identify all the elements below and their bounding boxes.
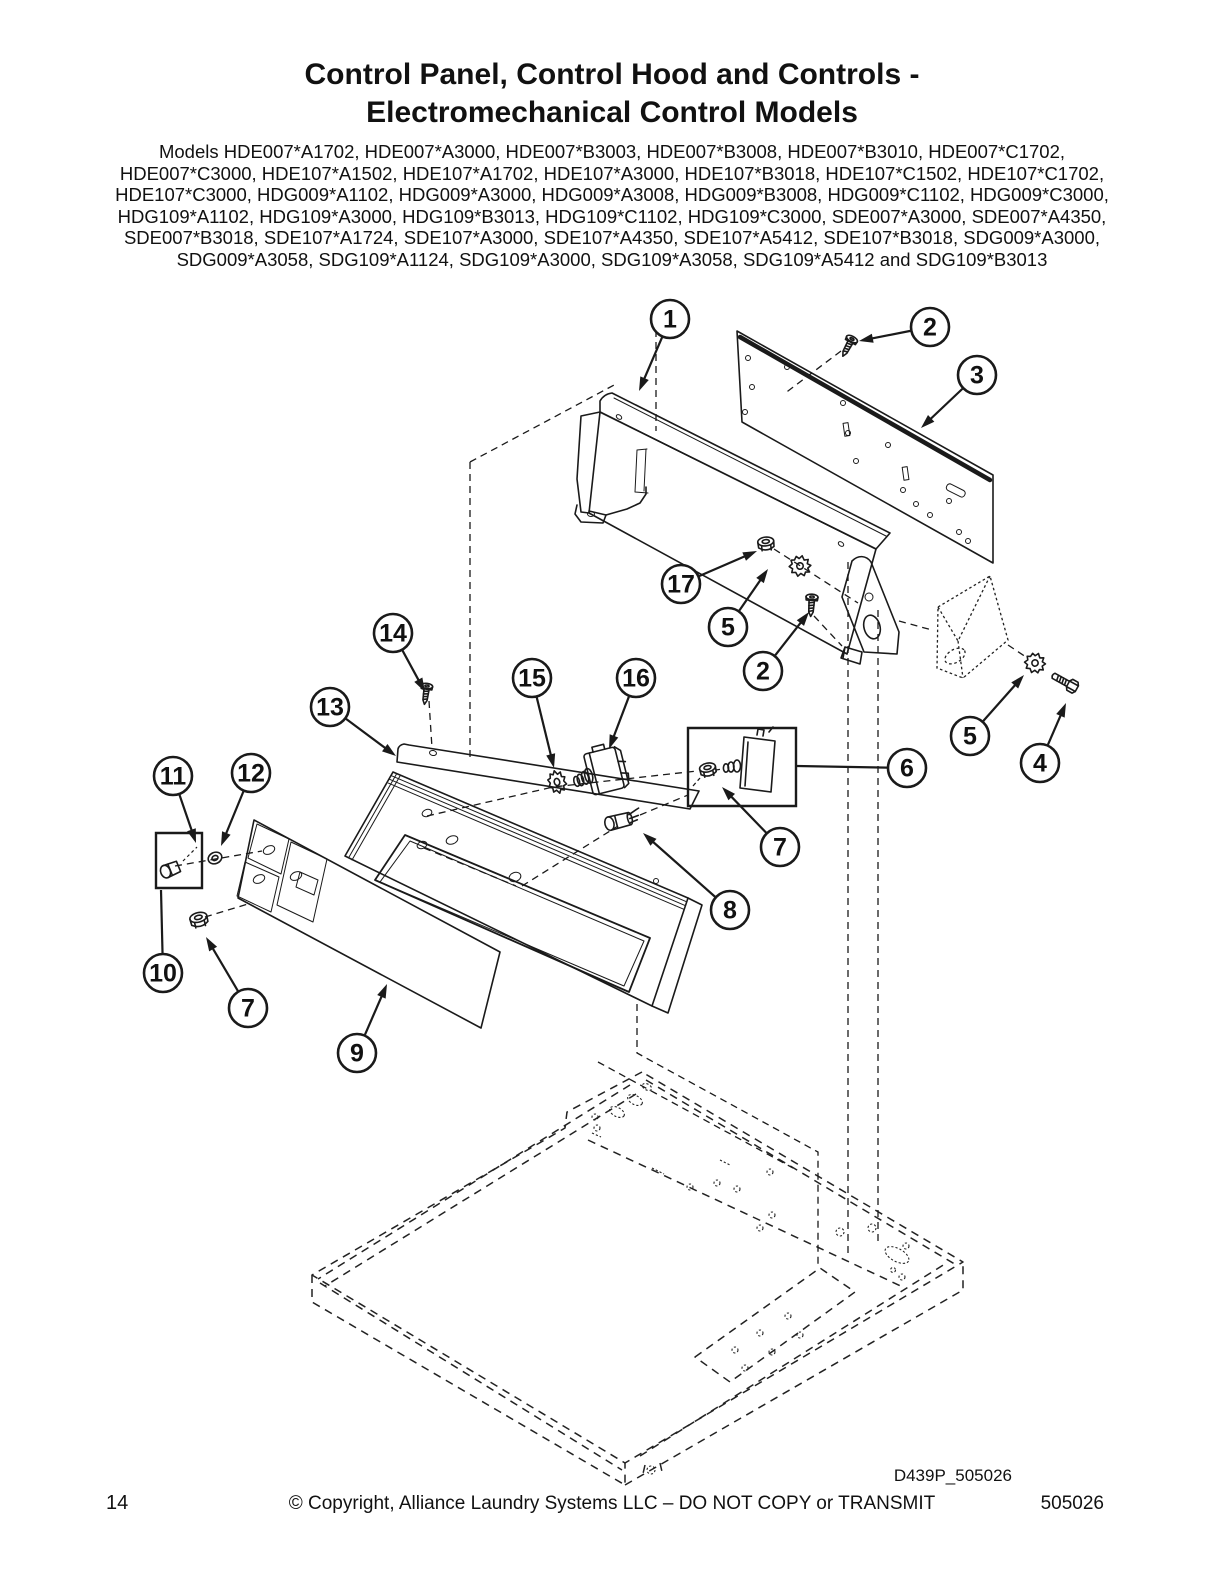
callout-leader xyxy=(537,697,552,758)
nut-item17 xyxy=(757,536,774,551)
callout-number: 10 xyxy=(149,959,177,988)
callout-6 xyxy=(797,749,926,787)
callout-9 xyxy=(338,984,387,1072)
callout-leader xyxy=(211,946,238,991)
page-number: 14 xyxy=(106,1492,129,1514)
callout-number: 4 xyxy=(1033,749,1047,778)
callout-3 xyxy=(921,356,996,428)
callout-15 xyxy=(513,659,555,768)
callout-2 xyxy=(859,308,949,346)
callout-arrowhead xyxy=(859,334,874,343)
callout-4 xyxy=(1021,703,1066,782)
callout-layer xyxy=(144,300,1066,1072)
lockwasher-item5-upper xyxy=(788,554,813,579)
callout-number: 5 xyxy=(721,613,735,642)
rear-panel-part xyxy=(737,331,993,563)
page-title-line2: Electromechanical Control Models xyxy=(366,96,858,129)
callout-number: 16 xyxy=(622,664,650,693)
models-line: SDG009*A3058, SDG109*A1124, SDG109*A3000, SDG109*A3058, SDG109*A5412 and SDG109*B3013 xyxy=(176,248,1048,270)
control-panel-part xyxy=(345,744,702,1013)
callout-number: 17 xyxy=(667,570,695,599)
callout-leader xyxy=(643,337,662,381)
callout-number: 7 xyxy=(773,833,787,862)
callout-2 xyxy=(744,612,809,690)
callout-number: 1 xyxy=(663,305,677,334)
callout-number: 9 xyxy=(350,1039,364,1068)
callout-leader xyxy=(346,719,388,750)
lockwasher-item5-right xyxy=(1022,650,1048,676)
lamp-item11 xyxy=(159,860,181,879)
callout-number: 14 xyxy=(379,619,407,648)
callout-leader xyxy=(983,682,1017,721)
callout-leader xyxy=(365,993,383,1034)
models-line: HDG109*A1102, HDG109*A3000, HDG109*B3013, HDG109*C1102, HDG109*C3000, SDE007*A3000, SDE007*A4350, xyxy=(117,205,1107,227)
callout-5 xyxy=(709,569,768,646)
nut-item7-right xyxy=(699,762,717,778)
callout-arrowhead xyxy=(206,937,217,951)
nut-item7-left xyxy=(189,911,209,929)
doc-number: 505026 xyxy=(1040,1493,1104,1514)
callout-number: 6 xyxy=(900,754,914,783)
callout-number: 13 xyxy=(316,693,344,722)
callout-leader xyxy=(928,389,962,421)
models-line: Models HDE007*A1702, HDE007*A3000, HDE007*B3003, HDE007*B3008, HDE007*B3010, HDE007*C1702, xyxy=(158,141,1066,162)
callout-11 xyxy=(154,757,196,843)
callout-7 xyxy=(722,787,799,866)
bracket-phantom xyxy=(937,576,1008,678)
callout-14 xyxy=(374,614,425,692)
callout-5 xyxy=(951,675,1024,755)
callout-arrowhead xyxy=(377,984,387,999)
callout-17 xyxy=(662,551,757,603)
indicator-light-item8 xyxy=(603,808,642,831)
callout-1 xyxy=(639,300,689,391)
callout-leader xyxy=(699,555,747,576)
models-line: HDE107*C3000, HDG009*A1102, HDG009*A3000, HDG009*A3008, HDG009*B3008, HDG009*C1102, HDG009*C3000, xyxy=(115,184,1109,206)
callout-arrowhead xyxy=(639,376,649,391)
models-line: SDE007*B3018, SDE107*A1724, SDE107*A3000, SDE107*A4350, SDE107*A5412, SDE107*B3018, SDG009*A3000, xyxy=(123,227,1101,249)
cabinet-top-phantom xyxy=(312,1072,963,1485)
callout-number: 3 xyxy=(970,361,984,390)
screw-item2-top xyxy=(838,334,859,359)
callout-arrowhead xyxy=(187,828,196,843)
callout-leader xyxy=(179,795,192,834)
callout-10 xyxy=(144,890,182,992)
callout-number: 2 xyxy=(923,313,937,342)
callout-number: 11 xyxy=(159,762,187,791)
callout-number: 2 xyxy=(756,657,770,686)
callout-leader xyxy=(161,890,163,953)
callout-leader xyxy=(650,840,715,897)
washer-item15 xyxy=(546,769,569,796)
callout-leader xyxy=(729,794,766,832)
callout-7 xyxy=(206,937,267,1027)
callout-12 xyxy=(221,754,270,846)
screw-item2-lower xyxy=(805,594,819,617)
callout-arrowhead xyxy=(756,569,768,583)
callout-leader xyxy=(1048,712,1062,744)
callout-13 xyxy=(311,688,396,756)
callout-arrowhead xyxy=(546,753,555,768)
washer-item12 xyxy=(206,850,223,866)
callout-leader xyxy=(613,697,629,740)
callout-leader xyxy=(403,651,421,684)
callout-number: 12 xyxy=(237,759,265,788)
overlay-panel-part xyxy=(237,820,500,1028)
callout-leader xyxy=(869,331,911,339)
figure-ref: D439P_505026 xyxy=(893,1466,1012,1485)
callout-arrowhead xyxy=(1056,703,1066,718)
callout-number: 8 xyxy=(723,896,737,925)
models-line: HDE007*C3000, HDE107*A1502, HDE107*A1702, HDE107*A3000, HDE107*B3018, HDE107*C1502, HDE107*C1702, xyxy=(119,162,1105,184)
callout-leader xyxy=(797,766,887,768)
callout-arrowhead xyxy=(382,744,396,756)
callout-leader xyxy=(775,620,803,655)
page-title-line1: Control Panel, Control Hood and Controls - xyxy=(304,58,920,91)
callout-arrowhead xyxy=(221,831,231,846)
hardware-parts xyxy=(159,334,1080,929)
bolt-item4 xyxy=(1050,670,1080,694)
callout-leader xyxy=(225,791,244,836)
callout-arrowhead xyxy=(742,551,757,561)
callout-arrowhead xyxy=(414,678,425,692)
callout-16 xyxy=(609,659,655,749)
copyright-line: © Copyright, Alliance Laundry Systems LLC – DO NOT COPY or TRANSMIT xyxy=(288,1493,936,1514)
callout-number: 15 xyxy=(518,664,546,693)
callout-number: 5 xyxy=(963,722,977,751)
callout-number: 7 xyxy=(241,994,255,1023)
